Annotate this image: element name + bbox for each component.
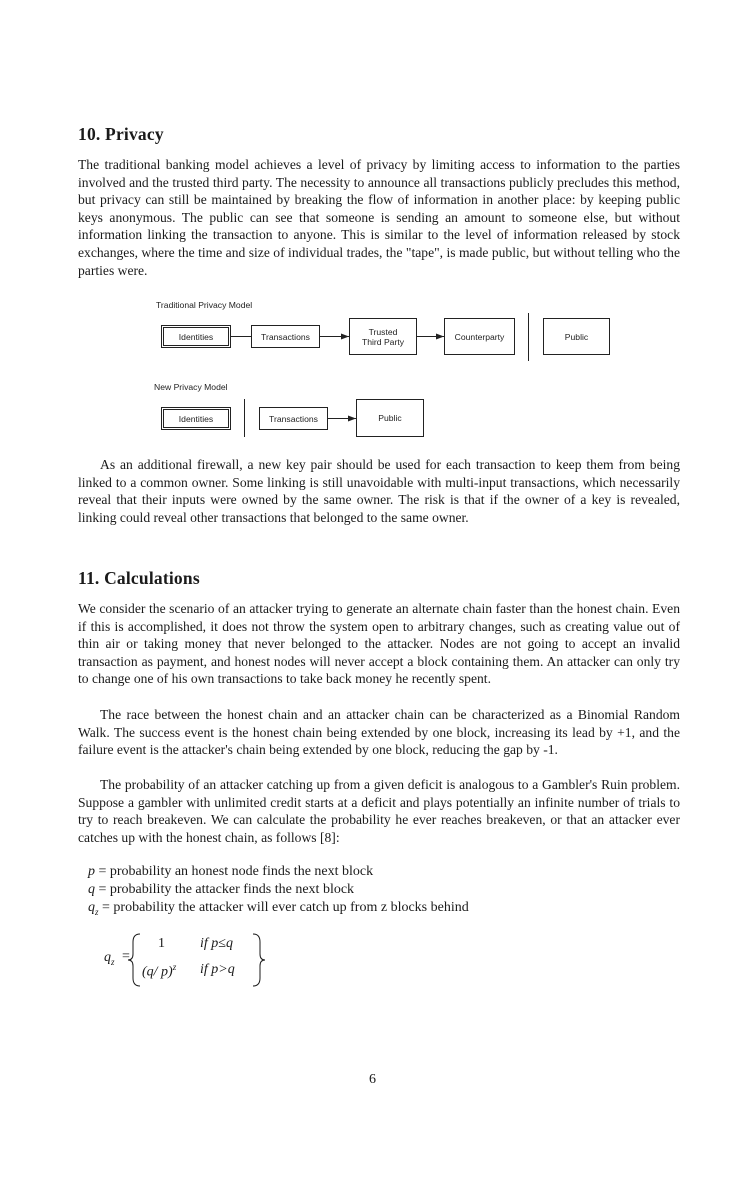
new-public-box: Public — [356, 399, 424, 437]
privacy-paragraph-1: The traditional banking model achieves a level of privacy by limiting access to information to the parties involved and the trusted third party. The necessity to announce all transactions publicly precludes this method, but privacy can still be maintained by breaking the flow of information in another place: by keeping public keys anonymous. The public can see that someone is sending an amount to someone else, but without information linking the transaction to anyone. This is similar to the level of information released by stock exchanges, where the time and size of individual trades, the "tape", is made public, but without telling who the parties were. — [78, 157, 680, 278]
trusted-label-line2: Third Party — [361, 336, 405, 347]
section-heading-privacy: 10. Privacy — [78, 124, 164, 144]
case2-condition: if p>q — [200, 962, 235, 977]
trusted-label-line1: Trusted — [368, 326, 398, 337]
section-heading-calculations: 11. Calculations — [78, 568, 200, 588]
new-model-title: New Privacy Model — [154, 382, 228, 392]
formula-lhs: $q_z$ — [104, 950, 115, 967]
case1-condition: if p≤q — [200, 936, 233, 951]
new-transactions-box: Transactions — [259, 407, 328, 430]
traditional-model-title: Traditional Privacy Model — [156, 300, 253, 310]
counterparty-box: Counterparty — [444, 318, 515, 355]
trad-identities-box: Identities — [163, 327, 229, 346]
diagram-arrows — [0, 0, 745, 460]
definition-p: p = probability an honest node finds the next block — [88, 864, 374, 879]
calculations-paragraph-1: We consider the scenario of an attacker trying to generate an alternate chain faster than the honest chain. Even if this is accomplished, it does not throw the system open to arbitrary changes, such as creating value out of thin air or taking money that never belonged to the attacker. Nodes are not going to accept an invalid transaction as payment, and honest nodes will never accept a block containing them. An attacker can only try to change one of his own transactions to take back money he recently spent. — [78, 601, 680, 687]
variable-definitions — [88, 863, 469, 921]
calculations-paragraph-2: The race between the honest chain and an attacker chain can be characterized as a Binomial Random Walk. The success event is the honest chain being extended by one block, increasing its lead by +1, and the failure event is the attacker's chain being extended by one block, reducing the gap by -1. — [78, 707, 680, 758]
privacy-paragraph-2: As an additional firewall, a new key pair should be used for each transaction to keep them from being linked to a common owner. Some linking is still unavoidable with multi-input transactions, which necessarily reveal that their inputs were owned by the same owner. The risk is that if the owner of a key is revealed, linking could reveal other transactions that belonged to the same owner. — [78, 457, 680, 525]
definition-q: q = probability the attacker finds the next block — [88, 882, 355, 897]
right-brace — [253, 934, 265, 986]
trad-public-box: Public — [543, 318, 610, 355]
definition-qz: $q_z$ = probability the attacker will ever catch up from z blocks behind — [88, 900, 469, 917]
formula-equals: = — [122, 949, 130, 964]
new-identities-box: Identities — [163, 409, 229, 428]
calculations-paragraph-3: The probability of an attacker catching up from a given deficit is analogous to a Gambler's Ruin problem. Suppose a gambler with unlimited credit starts at a deficit and plays potentially an infinite number of trials to try to reach breakeven. We can calculate the probability he ever reaches breakeven, or that an attacker ever catches up with the honest chain, as follows [8]: — [78, 777, 680, 845]
gamblers-ruin-formula — [100, 930, 300, 990]
page-number: 6 — [369, 1072, 376, 1087]
case2-value: (q/ p)$^z$ — [142, 962, 177, 980]
trad-transactions-box: Transactions — [251, 325, 320, 348]
left-brace — [128, 934, 140, 986]
case1-value: 1 — [158, 936, 165, 951]
